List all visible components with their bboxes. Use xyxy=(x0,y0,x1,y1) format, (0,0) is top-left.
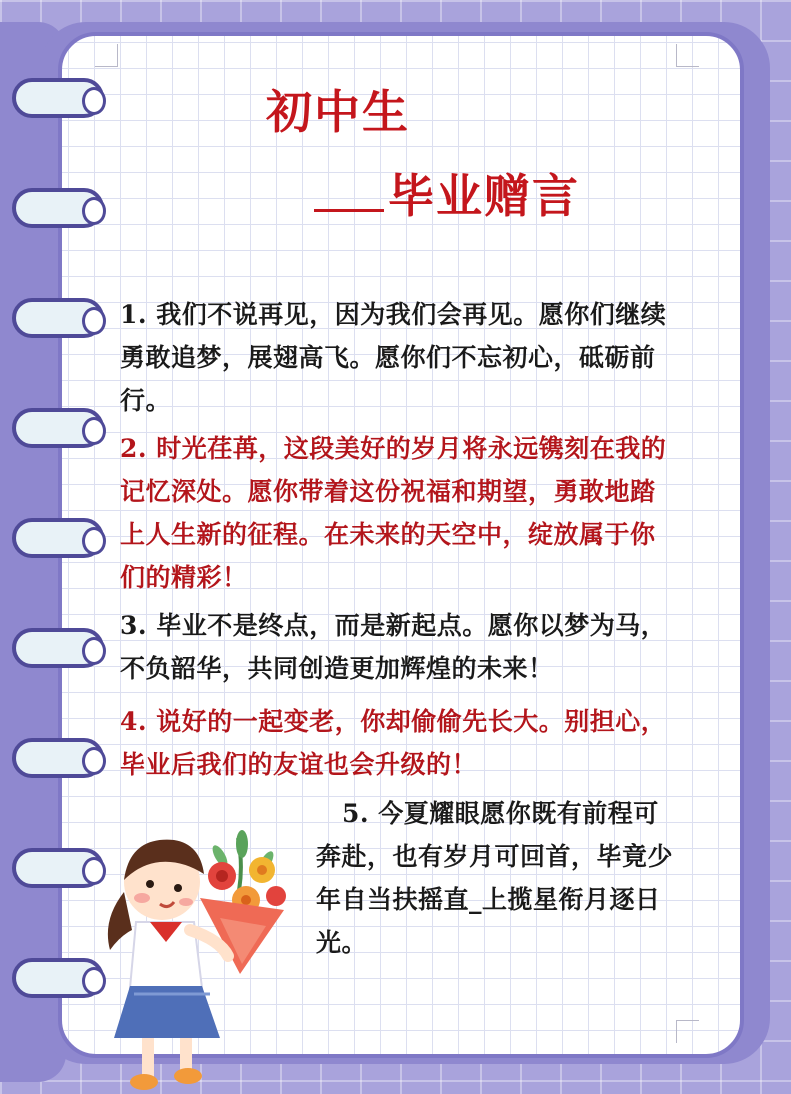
message-2: 2. 时光荏苒，这段美好的岁月将永远镌刻在我的记忆深处。愿你带着这份祝福和期望，勇敢地踏上人生新的征程。在未来的天空中，绽放属于你们的精彩！ xyxy=(120,434,667,592)
page-subtitle: 毕业赠言 xyxy=(388,169,580,223)
graduate-girl-with-flowers-illustration xyxy=(70,818,310,1094)
message-4: 4. 说好的一起变老，你却偷偷先长大。别担心，毕业后我们的友谊也会升级的！ xyxy=(120,707,667,779)
binder-ring xyxy=(12,738,104,778)
message-3: 3. 毕业不是终点，而是新起点。愿你以梦为马，不负韶华，共同创造更加辉煌的未来！ xyxy=(120,611,667,683)
binder-ring xyxy=(12,298,104,338)
binder-ring xyxy=(12,628,104,668)
message-5 xyxy=(316,792,676,964)
binder-ring xyxy=(12,408,104,448)
crop-mark-top-right xyxy=(676,44,699,67)
title-underline xyxy=(314,209,384,212)
crop-mark-top-left xyxy=(95,44,118,67)
binder-ring xyxy=(12,518,104,558)
binder-ring xyxy=(12,188,104,228)
page-title: 初中生 xyxy=(266,85,410,139)
binder-ring xyxy=(12,78,104,118)
message-5-text: 5. 今夏耀眼愿你既有前程可奔赴，也有岁月可回首，毕竟少年自当扶摇直_上揽星衔月逐日光。 xyxy=(316,799,674,957)
message-1: 1. 我们不说再见，因为我们会再见。愿你们继续勇敢追梦，展翅高飞。愿你们不忘初心，砥砺前行。 xyxy=(120,300,667,415)
crop-mark-bottom-right xyxy=(676,1020,699,1043)
